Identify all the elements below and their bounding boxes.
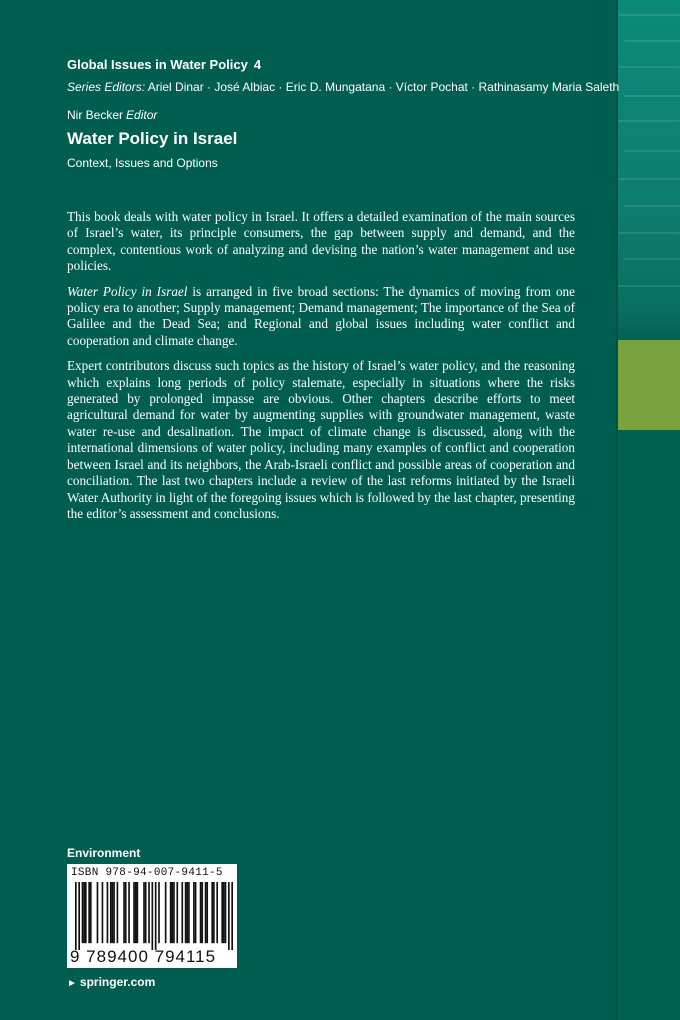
barcode-bar [170,882,172,943]
barcode-bar [90,882,92,943]
barcode-bar [102,882,104,943]
wave-line [624,150,680,152]
barcode-bar [181,882,183,943]
barcode-bar [200,882,202,943]
barcode-bar [125,882,127,943]
series-heading [67,57,261,72]
subject-category: Environment [67,846,141,860]
ean-digits: 9 789400 794115 [70,947,217,966]
blurb-paragraph-2 [67,284,575,350]
barcode-bar [225,882,227,943]
wave-line [624,258,680,260]
barcode-bar [137,882,139,943]
wave-line [618,285,680,287]
barcode-bar [148,882,150,943]
publisher-link[interactable] [67,975,155,989]
barcode-bar [221,882,223,943]
barcode-bar [123,882,125,943]
barcode-bar [117,882,119,943]
wave-line [624,205,680,207]
series-editors-prefix: Series Editors: [67,80,146,94]
barcode-bars [75,882,233,950]
blurb-book-title: Water Policy in Israel [67,283,188,299]
barcode-bar [231,882,233,950]
water-photo-strip [618,0,680,1020]
wave-line [624,95,680,97]
blurb-paragraph-2-text: is arranged in five broad sections: The dynamics of moving from one policy era to another; Supply management; Demand management; The importance of the Sea of Galilee and the Dead Sea; and Regional and global issues including water conflict and cooperation and climate change. [67,283,575,348]
barcode-bar [135,882,137,943]
book-subtitle: Context, Issues and Options [67,156,218,170]
barcode-bar [205,882,207,943]
barcode-bar [223,882,225,943]
barcode-bar [88,882,90,943]
series-title: Global Issues in Water Policy [67,57,248,72]
barcode-bar [213,882,215,943]
barcode-bar [110,882,112,943]
isbn-label: ISBN 978-94-007-9411-5 [71,867,223,879]
barcode-bar [173,882,175,943]
arrow-icon: ► [67,978,77,989]
barcode-bar [195,882,197,943]
editor-role: Editor [126,108,158,122]
barcode-bar [206,882,208,943]
barcode-bar [83,882,85,943]
barcode-bar [188,882,190,943]
barcode-bar [97,882,99,943]
barcode-bar [107,882,109,943]
wave-line [618,178,680,180]
barcode-bar [152,882,154,950]
blurb [67,209,575,531]
blurb-paragraph-1: This book deals with water policy in Israel. It offers a detailed examination of the main sources of Israel’s water, its principle consumers, the gap between supply and demand, and the complex, contentious work of analyzing and devising the nation’s water management and use policies. [67,209,575,274]
barcode-bar [193,882,195,943]
barcode-bar [201,882,203,943]
barcode-bar [216,882,218,943]
barcode-bar [78,882,80,950]
book-title: Water Policy in Israel [67,129,238,148]
barcode-bar [75,882,77,950]
barcode-bar [145,882,147,943]
barcode-bar [186,882,188,943]
wave-line [618,14,680,16]
wave-line [618,232,680,234]
wave-line [618,120,680,122]
series-editors-names: Ariel Dinar · José Albiac · Eric D. Mungatana · Víctor Pochat · Rathinasamy Maria Saleth [147,80,620,94]
barcode-bar [171,882,173,943]
barcode-bar [176,882,178,943]
barcode-bar [113,882,115,943]
barcode-bar [155,882,157,950]
barcode-bar [228,882,230,950]
wave-line [618,66,680,68]
barcode [67,864,237,968]
wave-line [624,40,680,42]
barcode-bar [133,882,135,943]
series-number: 4 [253,57,262,72]
barcode-bar [158,882,160,943]
publisher-url: springer.com [79,975,156,989]
series-editors [67,80,619,94]
accent-green-block [618,340,680,430]
barcode-bar [185,882,187,943]
barcode-bar [165,882,167,943]
barcode-bar [211,882,213,943]
barcode-bar [112,882,114,943]
barcode-bar [85,882,87,943]
barcode-bar [128,882,130,943]
blurb-paragraph-3: Expert contributors discuss such topics as the history of Israel’s water policy, and the reasoning which explains long periods of policy stalemate, especially in situations where the risks generated by prolonged impasse are obvious. Other chapters describe efforts to meet agricultural demand for water by augmenting supplies with groundwater management, waste water re-use and desalination. The impact of climate change is discussed, along with the international dimensions of water policy, including many examples of conflict and cooperation between Israel and its neighbors, the Arab-Israeli conflict and possible areas of cooperation and conciliation. The last two chapters include a review of the last reforms initiated by the Israeli Water Authority in light of the foregoing issues which is followed by the last chapter, presenting the editor’s assessment and conclusions. [67,358,575,521]
barcode-bar [143,882,145,943]
book-editor [67,108,157,122]
editor-name: Nir Becker [67,108,124,122]
barcode-bar [82,882,84,943]
